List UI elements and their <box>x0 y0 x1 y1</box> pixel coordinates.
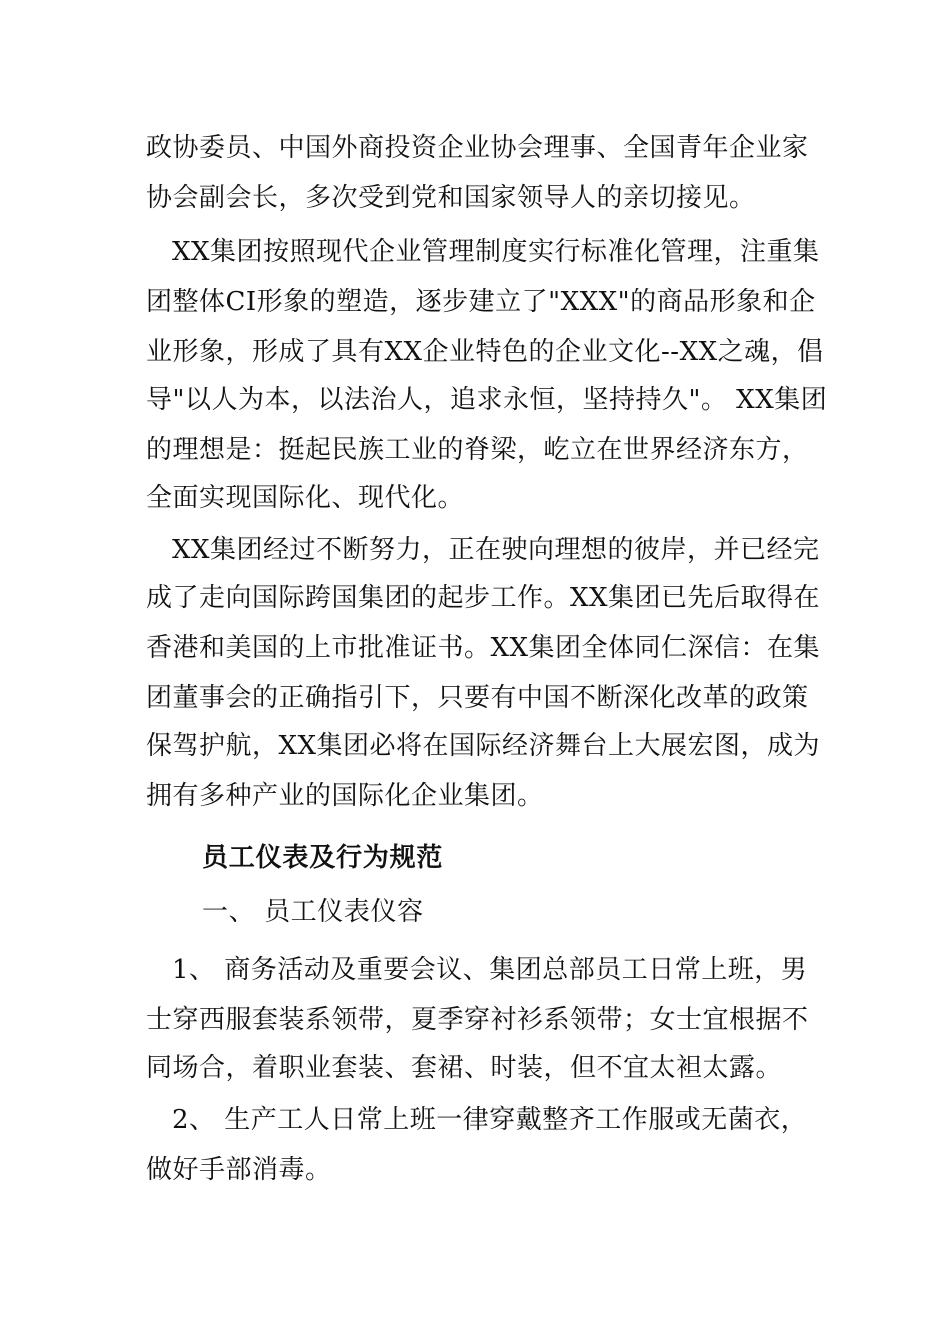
text-line: 导"以人为本，以法治人，追求永恒，坚持持久"。 XX集团 <box>146 385 828 415</box>
text-line: XX集团经过不断努力，正在驶向理想的彼岸，并已经完 <box>172 535 820 565</box>
subsection-heading: 一、 员工仪表仪容 <box>202 897 424 927</box>
text-line: 香港和美国的上市批准证书。XX集团全体同仁深信：在集 <box>146 633 821 663</box>
text-line: 的理想是：挺起民族工业的脊梁，屹立在世界经济东方， <box>146 435 809 465</box>
text-line: 政协委员、中国外商投资企业协会理事、全国青年企业家 <box>146 133 809 163</box>
list-item-text: 2、 生产工人日常上班一律穿戴整齐工作服或无菌衣， <box>172 1105 808 1135</box>
text-line: 全面实现国际化、现代化。 <box>146 483 465 513</box>
list-item-text: 1、 商务活动及重要会议、集团总部员工日常上班，男 <box>172 955 808 985</box>
list-item-text: 做好手部消毒。 <box>146 1155 332 1185</box>
section-heading: 员工仪表及行为规范 <box>202 843 444 873</box>
text-line: 拥有多种产业的国际化企业集团。 <box>146 781 544 811</box>
list-item-text: 同场合，着职业套装、套裙、时装，但不宜太袒太露。 <box>146 1053 783 1083</box>
text-line: 业形象，形成了具有XX企业特色的企业文化--XX之魂，倡 <box>146 337 824 367</box>
text-line: 协会副会长，多次受到党和国家领导人的亲切接见。 <box>146 183 756 213</box>
text-line: 团整体CI形象的塑造，逐步建立了"XXX"的商品形象和企 <box>146 287 816 317</box>
text-line: XX集团按照现代企业管理制度实行标准化管理，注重集 <box>172 237 820 267</box>
text-line: 团董事会的正确指引下，只要有中国不断深化改革的政策 <box>146 683 809 713</box>
text-line: 保驾护航，XX集团必将在国际经济舞台上大展宏图，成为 <box>146 731 821 761</box>
list-item-text: 士穿西服套装系领带，夏季穿衬衫系领带；女士宜根据不 <box>146 1005 809 1035</box>
text-line: 成了走向国际跨国集团的起步工作。XX集团已先后取得在 <box>146 583 821 613</box>
